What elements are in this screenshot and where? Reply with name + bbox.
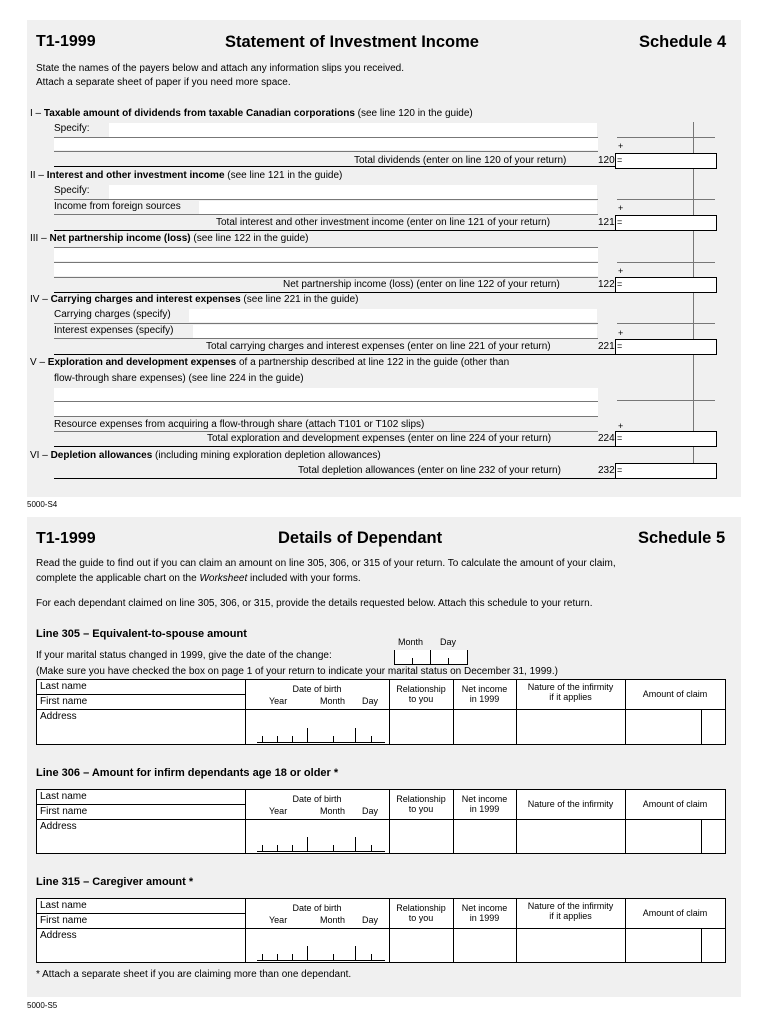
schedule-title: Details of Dependant bbox=[278, 529, 443, 547]
amount-label: Amount of claim bbox=[642, 799, 708, 809]
rule bbox=[54, 338, 598, 339]
plus-sign: + bbox=[618, 203, 624, 213]
month-label: Month bbox=[398, 637, 424, 647]
dependant-table-305 bbox=[36, 679, 726, 745]
rule bbox=[54, 199, 598, 200]
section-1-total-label: Total dividends (enter on line 120 of your return) bbox=[354, 155, 567, 166]
section-3-total-label: Net partnership income (loss) (enter on line 122 of your return) bbox=[283, 279, 560, 290]
address-label: Address bbox=[40, 821, 77, 832]
carrying-charges-input[interactable] bbox=[189, 309, 597, 322]
intro-line-2: complete the applicable chart on the Worksheet included with your forms. bbox=[36, 573, 361, 584]
carrying-charges-label: Carrying charges (specify) bbox=[54, 309, 171, 320]
dob-label: Date of birth bbox=[292, 684, 342, 694]
rule bbox=[54, 214, 598, 215]
section-5-input-1[interactable] bbox=[54, 388, 598, 401]
schedule-number: Schedule 5 bbox=[638, 529, 726, 547]
line-224: 224 bbox=[598, 433, 615, 444]
address-label: Address bbox=[40, 711, 77, 722]
relationship-label: Relationship to you bbox=[396, 794, 446, 814]
infirmity-label: Nature of the infirmity bbox=[527, 799, 614, 809]
rule bbox=[54, 166, 618, 167]
rule bbox=[617, 137, 715, 138]
interest-expenses-label: Interest expenses (specify) bbox=[54, 325, 174, 336]
rule bbox=[617, 400, 715, 401]
line-121: 121 bbox=[598, 217, 615, 228]
dob-label: Date of birth bbox=[292, 794, 342, 804]
total-dividends-field[interactable] bbox=[615, 153, 717, 169]
line-221: 221 bbox=[598, 341, 615, 352]
section-1-payer-input[interactable] bbox=[54, 138, 598, 150]
last-name-label: Last name bbox=[40, 681, 87, 692]
rule bbox=[54, 446, 618, 447]
intro-line-3: For each dependant claimed on line 305, 306, or 315, provide the details requested below. Attach this schedule to your return. bbox=[36, 598, 593, 609]
line-315-heading: Line 315 – Caregiver amount * bbox=[36, 876, 194, 888]
amount-label: Amount of claim bbox=[642, 689, 708, 699]
section-3-input-1[interactable] bbox=[54, 248, 598, 261]
rule bbox=[617, 262, 715, 263]
rule bbox=[54, 416, 598, 417]
rule bbox=[430, 650, 431, 664]
total-exploration-field[interactable] bbox=[615, 431, 717, 447]
section-5-heading: V – Exploration and development expenses of a partnership described at line 122 in the guide (other than bbox=[30, 357, 510, 368]
infirmity-label: Nature of the infirmity if it applies bbox=[527, 901, 614, 921]
net-income-label: Net income in 1999 bbox=[461, 684, 508, 704]
marital-status-label: If your marital status changed in 1999, give the date of the change: bbox=[36, 650, 332, 661]
address-label: Address bbox=[40, 930, 77, 941]
section-2-total-label: Total interest and other investment income (enter on line 121 of your return) bbox=[216, 217, 551, 228]
foreign-income-input[interactable] bbox=[199, 201, 597, 214]
total-depletion-field[interactable] bbox=[615, 463, 717, 479]
rule bbox=[54, 277, 598, 278]
net-income-label: Net income in 1999 bbox=[461, 903, 508, 923]
day-label: Day bbox=[440, 637, 457, 647]
section-5-total-label: Total exploration and development expenses (enter on line 224 of your return) bbox=[207, 433, 552, 444]
dependant-table-315 bbox=[36, 898, 726, 963]
section-1-specify-input[interactable] bbox=[109, 123, 597, 137]
last-name-label: Last name bbox=[40, 791, 87, 802]
schedule-title: Statement of Investment Income bbox=[225, 33, 479, 51]
plus-sign: + bbox=[618, 421, 624, 431]
month-label: Month bbox=[320, 806, 346, 816]
amount-label: Amount of claim bbox=[642, 908, 708, 918]
form-code: T1-1999 bbox=[36, 530, 96, 547]
relationship-label: Relationship to you bbox=[396, 903, 446, 923]
plus-sign: + bbox=[618, 141, 624, 151]
infirmity-label: Nature of the infirmity if it applies bbox=[527, 682, 614, 702]
section-3-input-2[interactable] bbox=[54, 263, 598, 276]
rule bbox=[54, 431, 598, 432]
line-306-heading: Line 306 – Amount for infirm dependants age 18 or older * bbox=[36, 767, 339, 779]
dob-label: Date of birth bbox=[292, 903, 342, 913]
foreign-income-label: Income from foreign sources bbox=[54, 201, 181, 212]
form-number-s5: 5000-S5 bbox=[27, 1001, 58, 1010]
section-5-input-2[interactable] bbox=[54, 402, 598, 416]
relationship-label: Relationship to you bbox=[396, 684, 446, 704]
equals-sign: = bbox=[617, 433, 623, 443]
resource-expenses-label: Resource expenses from acquiring a flow-through share (attach T101 or T102 slips) bbox=[54, 419, 425, 430]
dependant-table-306 bbox=[36, 789, 726, 854]
section-4-heading: IV – Carrying charges and interest expenses (see line 221 in the guide) bbox=[30, 294, 359, 305]
first-name-label: First name bbox=[40, 806, 88, 817]
section-2-specify-label: Specify: bbox=[54, 185, 90, 196]
net-partnership-field[interactable] bbox=[615, 277, 717, 293]
first-name-label: First name bbox=[40, 915, 88, 926]
rule bbox=[54, 354, 618, 355]
year-label: Year bbox=[269, 806, 288, 816]
last-name-label: Last name bbox=[40, 900, 87, 911]
year-label: Year bbox=[269, 915, 288, 925]
month-label: Month bbox=[320, 696, 346, 706]
equals-sign: = bbox=[617, 279, 623, 289]
rule bbox=[54, 151, 598, 152]
cents-divider bbox=[693, 122, 694, 478]
year-label: Year bbox=[269, 696, 288, 706]
equals-sign: = bbox=[617, 341, 623, 351]
equals-sign: = bbox=[617, 465, 623, 475]
equals-sign: = bbox=[617, 155, 623, 165]
rule bbox=[54, 478, 618, 479]
schedule-4-panel bbox=[27, 20, 741, 497]
section-4-total-label: Total carrying charges and interest expenses (enter on line 221 of your return) bbox=[206, 341, 551, 352]
line-305-heading: Line 305 – Equivalent-to-spouse amount bbox=[36, 628, 247, 640]
total-interest-field[interactable] bbox=[615, 215, 717, 231]
month-label: Month bbox=[320, 915, 346, 925]
rule bbox=[54, 323, 598, 324]
plus-sign: + bbox=[618, 266, 624, 276]
line-122: 122 bbox=[598, 279, 615, 290]
marital-status-note: (Make sure you have checked the box on page 1 of your return to indicate your marital status on December 31, 1999.) bbox=[36, 666, 558, 677]
section-1-heading: I – Taxable amount of dividends from taxable Canadian corporations (see line 120 in the guide) bbox=[30, 108, 473, 119]
rule bbox=[412, 658, 413, 664]
section-1-specify-label: Specify: bbox=[54, 123, 90, 134]
total-carrying-field[interactable] bbox=[615, 339, 717, 355]
equals-sign: = bbox=[617, 217, 623, 227]
rule bbox=[617, 323, 715, 324]
intro-line-2: Attach a separate sheet of paper if you need more space. bbox=[36, 77, 291, 88]
rule bbox=[617, 199, 715, 200]
line-232: 232 bbox=[598, 465, 615, 476]
net-income-label: Net income in 1999 bbox=[461, 794, 508, 814]
day-label: Day bbox=[362, 915, 379, 925]
interest-expenses-input[interactable] bbox=[193, 325, 597, 338]
day-label: Day bbox=[362, 696, 379, 706]
form-number-s4: 5000-S4 bbox=[27, 500, 58, 509]
rule bbox=[54, 230, 618, 231]
rule bbox=[448, 658, 449, 664]
footnote: * Attach a separate sheet if you are claiming more than one dependant. bbox=[36, 969, 352, 980]
section-6-total-label: Total depletion allowances (enter on line 232 of your return) bbox=[298, 465, 561, 476]
section-3-heading: III – Net partnership income (loss) (see line 122 in the guide) bbox=[30, 233, 309, 244]
schedule-number: Schedule 4 bbox=[639, 33, 727, 51]
section-6-heading: VI – Depletion allowances (including mining exploration depletion allowances) bbox=[30, 450, 381, 461]
line-120: 120 bbox=[598, 155, 615, 166]
section-2-heading: II – Interest and other investment income (see line 121 in the guide) bbox=[30, 170, 343, 181]
form-code: T1-1999 bbox=[36, 33, 96, 50]
intro-line-1: State the names of the payers below and attach any information slips you received. bbox=[36, 63, 404, 74]
day-label: Day bbox=[362, 806, 379, 816]
first-name-label: First name bbox=[40, 696, 88, 707]
rule bbox=[54, 292, 618, 293]
schedule-5-panel bbox=[27, 517, 741, 997]
plus-sign: + bbox=[618, 328, 624, 338]
marital-change-date-field[interactable] bbox=[394, 650, 468, 665]
intro-line-1: Read the guide to find out if you can claim an amount on line 305, 306, or 315 of your return. To calculate the amount of your claim, bbox=[36, 558, 616, 569]
section-2-specify-input[interactable] bbox=[109, 185, 597, 199]
section-5-heading-cont: flow-through share expenses) (see line 224 in the guide) bbox=[54, 373, 304, 384]
